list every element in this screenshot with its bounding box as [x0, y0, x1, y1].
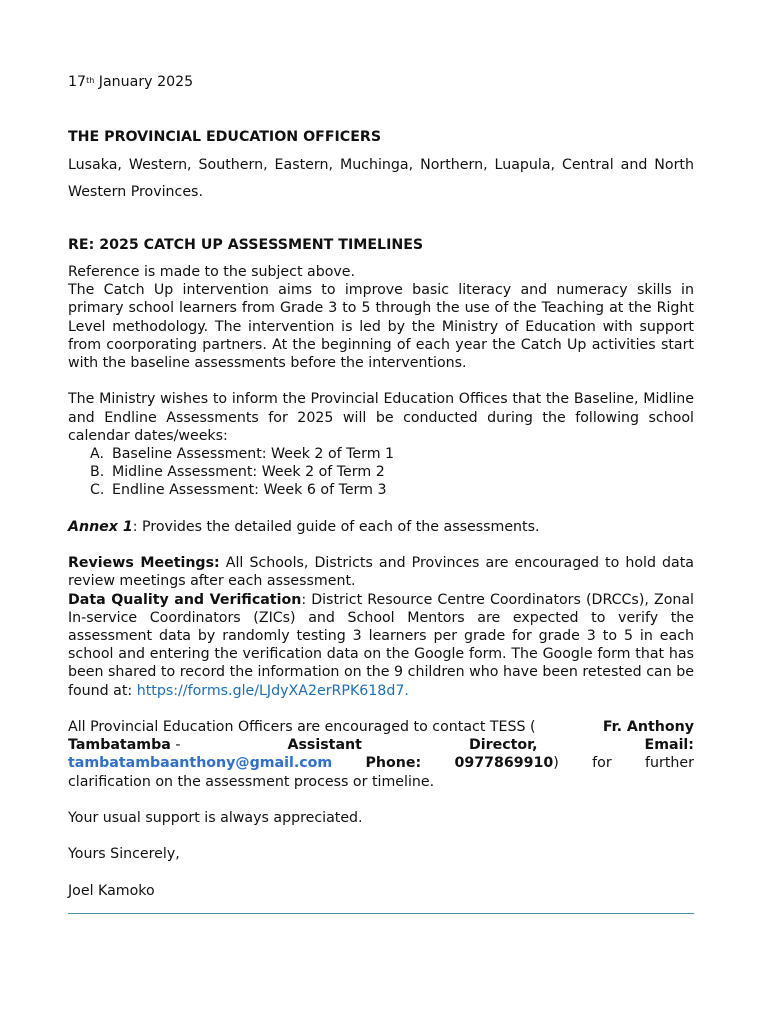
- contact-further: further: [645, 755, 694, 772]
- signatory-name: Joel Kamoko: [68, 882, 155, 899]
- closing-line: Yours Sincerely,: [68, 846, 180, 863]
- contact-intro: All Provincial Education Officers are encouraged to contact TESS (: [68, 719, 536, 736]
- support-line: Your usual support is always appreciated.: [68, 810, 363, 827]
- contact-phone: 0977869910: [454, 755, 554, 772]
- quality-text: : District Resource Centre Coordinators (DRCCs), Zonal In-service Coordinators (ZICs) and School Mentors are expected to verify the assessment data by randomly testing 3 learners per grade for grade 3 to 5 in each school and entering the verification data on the Google form. The Google form that has been shared to record the information on the 9 children who have been retested can be found at:: [68, 591, 695, 699]
- reference-paragraph: Reference is made to the subject above.: [68, 264, 356, 280]
- subject-line: RE: 2025 CATCH UP ASSESSMENT TIMELINES: [68, 237, 424, 253]
- contact-dash: -: [170, 737, 181, 754]
- contact-name-last: Tambatamba: [68, 737, 171, 754]
- review-text: All Schools, Districts and Provinces are encouraged to hold data review meetings after each assessment.: [68, 555, 694, 590]
- list-item-text: Endline Assessment: Week 6 of Term 3: [112, 482, 387, 499]
- contact-phone-label: Phone:: [365, 755, 422, 772]
- letter-body: [68, 263, 694, 900]
- quality-label: Data Quality and Verification: [68, 591, 302, 608]
- date-month-year: January 2025: [94, 74, 194, 90]
- letter-date: [68, 73, 193, 91]
- annex-label: Annex 1: [68, 518, 133, 535]
- schedule-paragraph: The Ministry wishes to inform the Provincial Education Offices that the Baseline, Midline and Endline Assessments for 2025 will be conducted during the following school calendar dates/weeks:: [68, 391, 694, 444]
- contact-email-link[interactable]: tambatambaanthony@gmail.com: [68, 755, 333, 772]
- list-item: [68, 463, 694, 481]
- recipient-title: THE PROVINCIAL EDUCATION OFFICERS: [68, 129, 382, 145]
- list-marker: C.: [90, 482, 105, 499]
- list-item: [68, 481, 694, 499]
- annex-paragraph: [68, 518, 694, 536]
- contact-name-first: Fr. Anthony: [602, 719, 694, 736]
- annex-text: : Provides the detailed guide of each of the assessments.: [132, 518, 540, 535]
- date-day: 17: [68, 74, 87, 90]
- quality-paragraph: [68, 591, 694, 700]
- recipient-provinces: Lusaka, Western, Southern, Eastern, Muchinga, Northern, Luapula, Central and North Western Provinces.: [68, 157, 694, 200]
- review-label: Reviews Meetings:: [68, 555, 220, 572]
- contact-for: for: [592, 755, 612, 772]
- list-marker: B.: [90, 464, 105, 481]
- date-suffix: th: [86, 76, 95, 85]
- footer-divider: [68, 913, 694, 914]
- google-form-link[interactable]: https://forms.gle/LJdyXA2erRPK618d7.: [136, 682, 409, 699]
- list-item-text: Midline Assessment: Week 2 of Term 2: [112, 464, 385, 481]
- intro-paragraph: The Catch Up intervention aims to improve basic literacy and numeracy skills in primary school learners from Grade 3 to 5 through the use of the Teaching at the Right Level methodology. The intervention is led by the Ministry of Education with support from coorporating partners. At the beginning of each year the Catch Up activities start with the baseline assessments before the interventions.: [68, 282, 694, 372]
- contact-close: ): [553, 755, 559, 772]
- assessment-schedule-list: [68, 445, 694, 500]
- contact-paragraph: [68, 718, 694, 791]
- contact-tail: clarification on the assessment process or timeline.: [68, 773, 435, 790]
- contact-role-a: Assistant: [287, 737, 362, 754]
- contact-email-label: Email:: [644, 737, 694, 754]
- list-marker: A.: [90, 446, 104, 463]
- list-item: [68, 445, 694, 463]
- list-item-text: Baseline Assessment: Week 2 of Term 1: [112, 446, 395, 463]
- review-paragraph: [68, 554, 694, 590]
- contact-role-b: Director,: [468, 737, 538, 754]
